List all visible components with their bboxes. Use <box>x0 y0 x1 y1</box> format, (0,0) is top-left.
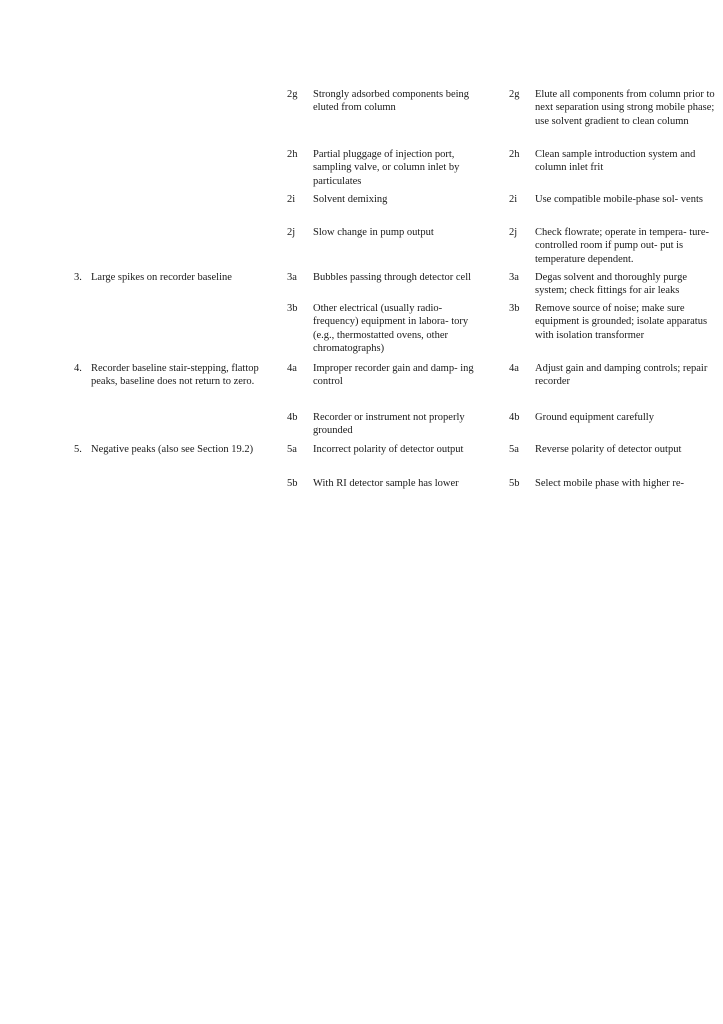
remedy-text: Reverse polarity of detector output <box>535 444 682 455</box>
remedy-cell <box>509 88 715 128</box>
cause-code: 5b <box>287 478 298 489</box>
remedy-text: Select mobile phase with higher re- <box>535 478 684 489</box>
problem-number: 4. <box>74 363 82 374</box>
remedy-cell <box>509 302 715 342</box>
remedy-text: Clean sample introduction system and column inlet frit <box>535 149 696 174</box>
remedy-text: Adjust gain and damping controls; repair recorder <box>535 363 708 388</box>
remedy-code: 2h <box>509 149 520 160</box>
remedy-cell <box>509 271 715 298</box>
remedy-cell <box>509 193 715 206</box>
cause-cell <box>287 443 487 456</box>
remedy-text: Remove source of noise; make sure equipment is grounded; isolate apparatus with isolation transformer <box>535 303 708 341</box>
remedy-cell <box>509 411 715 424</box>
cause-text: Slow change in pump output <box>313 227 434 238</box>
remedy-code: 5a <box>509 444 519 455</box>
problem-text: Negative peaks (also see Section 19.2) <box>91 444 254 455</box>
cause-code: 2h <box>287 149 298 160</box>
remedy-code: 2i <box>509 194 518 205</box>
remedy-code: 2j <box>509 227 518 238</box>
remedy-text: Elute all components from column prior to next separation using strong mobile phase; use solvent gradient to clean column <box>535 89 715 127</box>
cause-code: 3a <box>287 272 297 283</box>
cause-text: Solvent demixing <box>313 194 388 205</box>
cause-code: 4a <box>287 363 297 374</box>
cause-text: Recorder or instrument not properly grounded <box>313 412 465 437</box>
cause-code: 2i <box>287 194 296 205</box>
cause-code: 2g <box>287 89 298 100</box>
remedy-cell <box>509 148 715 175</box>
cause-text: Incorrect polarity of detector output <box>313 444 464 455</box>
remedy-text: Degas solvent and thoroughly purge system; check fittings for air leaks <box>535 272 688 297</box>
remedy-cell <box>509 443 715 456</box>
remedy-code: 4a <box>509 363 519 374</box>
problem-text: Large spikes on recorder baseline <box>91 272 232 283</box>
cause-text: Other electrical (usually radio- frequency) equipment in labora- tory (e.g., thermostatted ovens, other chromatographs) <box>313 303 469 355</box>
cause-cell <box>287 88 487 115</box>
cause-cell <box>287 226 487 239</box>
cause-code: 5a <box>287 444 297 455</box>
cause-text: Improper recorder gain and damp- ing control <box>313 363 474 388</box>
problem-cell <box>74 271 264 284</box>
cause-code: 4b <box>287 412 298 423</box>
cause-cell <box>287 148 487 188</box>
problem-cell <box>74 443 264 456</box>
remedy-text: Ground equipment carefully <box>535 412 654 423</box>
cause-cell <box>287 411 487 438</box>
cause-cell <box>287 362 487 389</box>
cause-text: Strongly adsorbed components being eluted from column <box>313 89 470 114</box>
problem-number: 3. <box>74 272 82 283</box>
remedy-code: 3b <box>509 303 520 314</box>
problem-text: Recorder baseline stair-stepping, flattop peaks, baseline does not return to zero. <box>91 363 259 388</box>
remedy-code: 5b <box>509 478 520 489</box>
cause-text: Bubbles passing through detector cell <box>313 272 472 283</box>
remedy-code: 4b <box>509 412 520 423</box>
remedy-code: 3a <box>509 272 519 283</box>
remedy-cell <box>509 362 715 389</box>
problem-cell <box>74 362 264 389</box>
cause-code: 3b <box>287 303 298 314</box>
remedy-cell <box>509 477 715 490</box>
cause-cell <box>287 193 487 206</box>
cause-code: 2j <box>287 227 296 238</box>
problem-number: 5. <box>74 444 82 455</box>
cause-cell <box>287 302 487 356</box>
cause-text: With RI detector sample has lower <box>313 478 459 489</box>
remedy-text: Check flowrate; operate in tempera- ture-controlled room if pump out- put is temperature dependent. <box>535 227 710 265</box>
cause-cell <box>287 271 487 284</box>
cause-text: Partial pluggage of injection port, sampling valve, or column inlet by particulates <box>313 149 460 187</box>
cause-cell <box>287 477 487 490</box>
remedy-code: 2g <box>509 89 520 100</box>
remedy-cell <box>509 226 715 266</box>
remedy-text: Use compatible mobile-phase sol- vents <box>535 194 703 205</box>
